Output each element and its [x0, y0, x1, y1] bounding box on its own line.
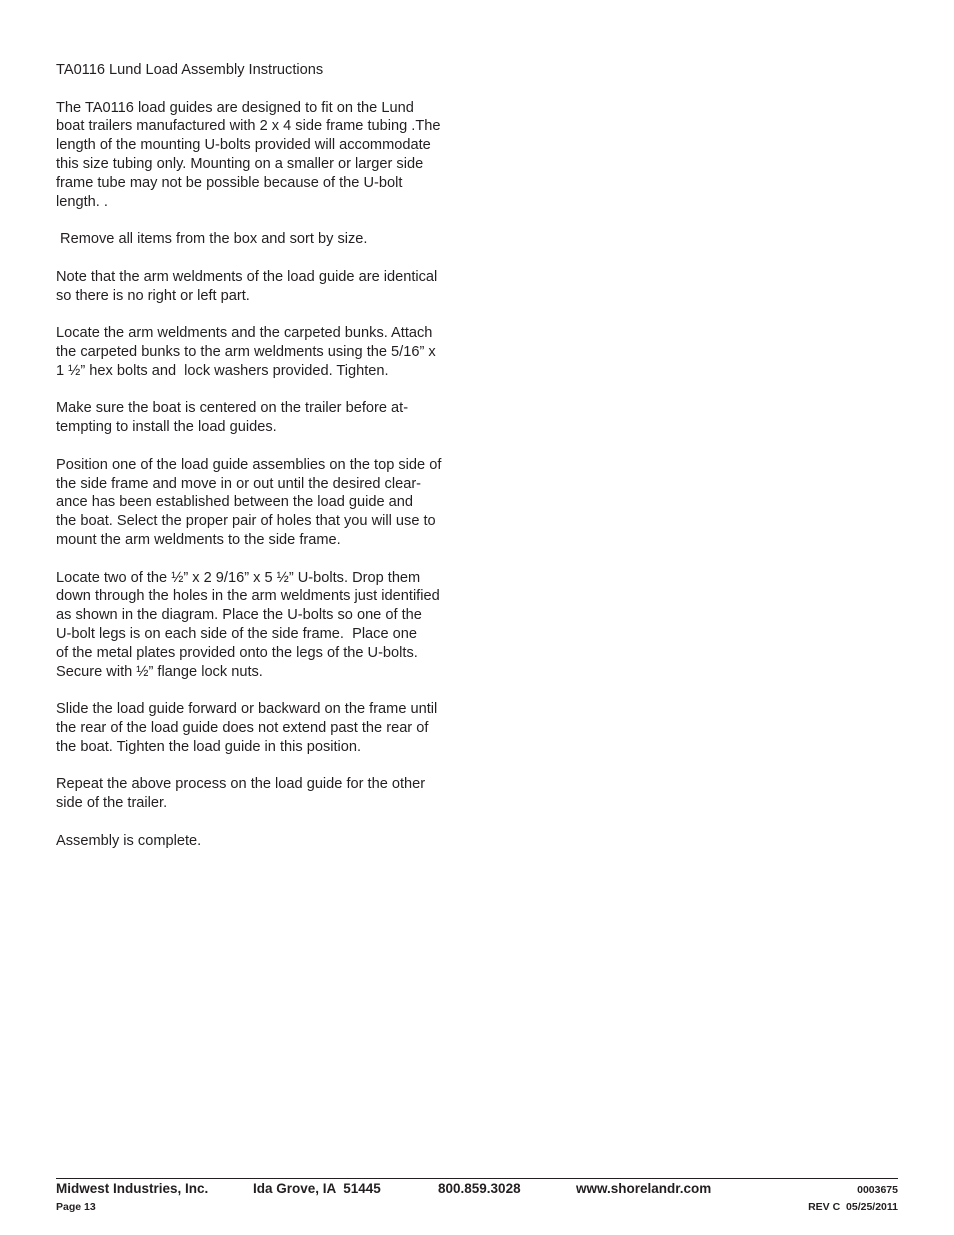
- text-line: The TA0116 load guides are designed to fit on the Lund: [56, 99, 414, 116]
- text-line: length. .: [56, 193, 108, 210]
- text-line: Secure with ½” flange lock nuts.: [56, 663, 263, 680]
- text-line: boat trailers manufactured with 2 x 4 side frame tubing .The: [56, 118, 441, 135]
- paragraph-step-position: [56, 456, 476, 550]
- text-line: Note that the arm weldments of the load guide are identical: [56, 268, 438, 285]
- text-line: mount the arm weldments to the side frame.: [56, 531, 341, 548]
- text-line: Position one of the load guide assemblies on the top side of: [56, 456, 442, 473]
- text-line: Make sure the boat is centered on the trailer before at-: [56, 400, 409, 417]
- text-line: so there is no right or left part.: [56, 287, 250, 304]
- paragraph-intro: [56, 99, 476, 212]
- footer-divider: [56, 1178, 898, 1179]
- text-line: tempting to install the load guides.: [56, 419, 277, 436]
- text-line: Assembly is complete.: [56, 832, 202, 849]
- paragraph-complete: [56, 832, 476, 851]
- text-line: Remove all items from the box and sort by size.: [56, 231, 368, 248]
- text-line: U-bolt legs is on each side of the side frame. Place one: [56, 625, 417, 642]
- text-line: side of the trailer.: [56, 795, 168, 812]
- paragraph-step-note: [56, 268, 476, 306]
- footer-website: www.shorelandr.com: [576, 1181, 712, 1196]
- paragraph-step-attach-bunks: [56, 324, 476, 380]
- text-line: this size tubing only. Mounting on a smaller or larger side: [56, 155, 424, 172]
- text-line: the boat. Tighten the load guide in this position.: [56, 738, 362, 755]
- text-line: of the metal plates provided onto the legs of the U-bolts.: [56, 644, 418, 661]
- paragraph-step-repeat: [56, 775, 476, 813]
- text-line: 1 ½” hex bolts and lock washers provided. Tighten.: [56, 362, 389, 379]
- footer-city: Ida Grove, IA 51445: [253, 1181, 381, 1196]
- text-line: ance has been established between the load guide and: [56, 494, 414, 511]
- text-line: the rear of the load guide does not extend past the rear of: [56, 719, 429, 736]
- text-line: the carpeted bunks to the arm weldments using the 5/16” x: [56, 343, 436, 360]
- footer-company: Midwest Industries, Inc.: [56, 1181, 209, 1196]
- footer-page-number: Page 13: [56, 1201, 96, 1213]
- text-line: Locate two of the ½” x 2 9/16” x 5 ½” U-bolts. Drop them: [56, 569, 421, 586]
- paragraph-step-ubolts: [56, 569, 476, 682]
- footer-doc-number: 0003675: [857, 1184, 898, 1196]
- document-title: TA0116 Lund Load Assembly Instructions: [56, 62, 324, 78]
- footer-revision: REV C 05/25/2011: [808, 1201, 898, 1213]
- paragraph-step-center-boat: [56, 399, 476, 437]
- paragraph-step-unpack: [56, 230, 476, 249]
- text-line: down through the holes in the arm weldments just identified: [56, 588, 440, 605]
- text-line: Repeat the above process on the load guide for the other: [56, 776, 426, 793]
- text-line: length of the mounting U-bolts provided will accommodate: [56, 137, 431, 154]
- text-line: the side frame and move in or out until the desired clear-: [56, 475, 422, 492]
- instructions-body: [56, 61, 476, 869]
- text-line: frame tube may not be possible because of the U-bolt: [56, 174, 403, 191]
- text-line: Locate the arm weldments and the carpeted bunks. Attach: [56, 325, 433, 342]
- text-line: the boat. Select the proper pair of holes that you will use to: [56, 513, 436, 530]
- footer-phone: 800.859.3028: [438, 1181, 521, 1196]
- text-line: as shown in the diagram. Place the U-bolts so one of the: [56, 607, 422, 624]
- paragraph-step-slide: [56, 700, 476, 756]
- text-line: Slide the load guide forward or backward on the frame until: [56, 701, 438, 718]
